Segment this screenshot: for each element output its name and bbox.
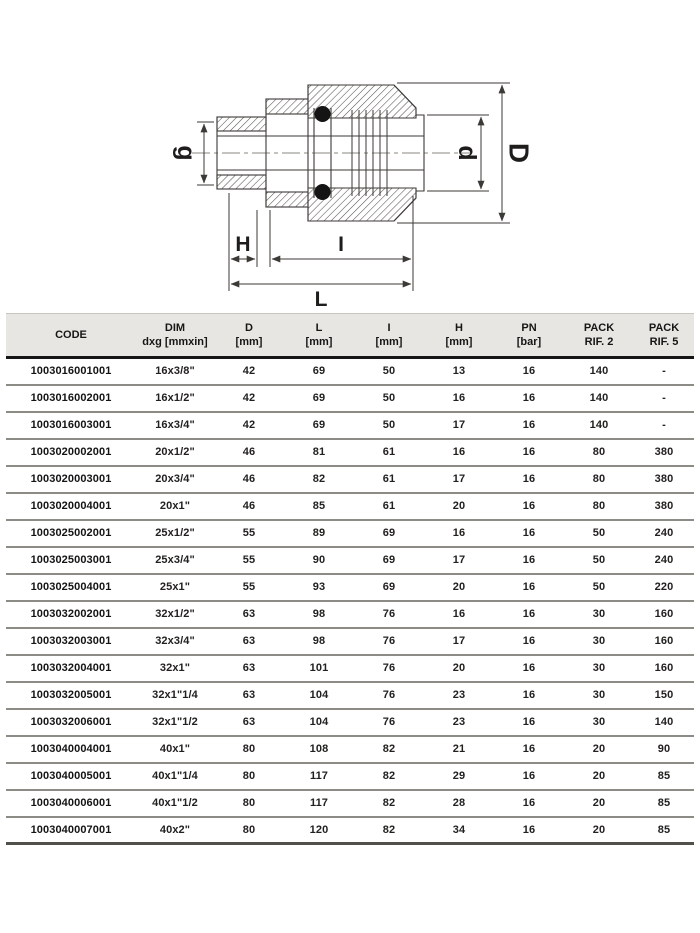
- cell-h-mm: 29: [424, 763, 494, 790]
- cell-pack5: 140: [634, 709, 694, 736]
- cell-pack5: 160: [634, 601, 694, 628]
- cell-l-mm: 117: [284, 763, 354, 790]
- technical-drawing: [0, 0, 700, 310]
- cell-dim: 40x2": [136, 817, 214, 844]
- cell-h-mm: 13: [424, 358, 494, 385]
- cell-d-mm: 42: [214, 412, 284, 439]
- cell-pack5: 85: [634, 763, 694, 790]
- cell-l-mm: 90: [284, 547, 354, 574]
- cell-i-mm: 82: [354, 790, 424, 817]
- cell-code: 1003040005001: [6, 763, 136, 790]
- fitting-drawing: [0, 0, 700, 310]
- cell-h-mm: 17: [424, 466, 494, 493]
- cell-code: 1003025002001: [6, 520, 136, 547]
- column-header-h-mm: H [mm]: [424, 314, 494, 358]
- cell-l-mm: 98: [284, 628, 354, 655]
- cell-d-mm: 46: [214, 466, 284, 493]
- cell-pack2: 30: [564, 628, 634, 655]
- column-header-pack5: PACK RIF. 5: [634, 314, 694, 358]
- cell-dim: 16x3/4": [136, 412, 214, 439]
- cell-pack2: 20: [564, 790, 634, 817]
- cell-code: 1003020002001: [6, 439, 136, 466]
- cell-pack2: 20: [564, 736, 634, 763]
- cell-pack2: 80: [564, 439, 634, 466]
- cell-code: 1003016001001: [6, 358, 136, 385]
- column-header-code: CODE: [6, 314, 136, 358]
- cell-pn: 16: [494, 601, 564, 628]
- table-row: [6, 763, 694, 790]
- table-row: [6, 547, 694, 574]
- cell-d-mm: 55: [214, 520, 284, 547]
- table-header-row: [6, 314, 694, 358]
- table-row: [6, 790, 694, 817]
- cell-d-mm: 63: [214, 709, 284, 736]
- table-row: [6, 817, 694, 844]
- cell-h-mm: 16: [424, 385, 494, 412]
- cell-code: 1003025003001: [6, 547, 136, 574]
- cell-dim: 32x1": [136, 655, 214, 682]
- cell-h-mm: 20: [424, 574, 494, 601]
- cell-pn: 16: [494, 763, 564, 790]
- cell-code: 1003032006001: [6, 709, 136, 736]
- column-header-l-mm: L [mm]: [284, 314, 354, 358]
- cell-d-mm: 55: [214, 547, 284, 574]
- cell-h-mm: 20: [424, 655, 494, 682]
- cell-d-mm: 63: [214, 682, 284, 709]
- cell-d-mm: 80: [214, 763, 284, 790]
- cell-pack2: 80: [564, 493, 634, 520]
- table-row: [6, 709, 694, 736]
- cell-pack5: 380: [634, 466, 694, 493]
- table-row: [6, 655, 694, 682]
- o-ring-top: [315, 106, 331, 122]
- cell-code: 1003025004001: [6, 574, 136, 601]
- cell-i-mm: 82: [354, 763, 424, 790]
- cell-code: 1003032003001: [6, 628, 136, 655]
- cell-dim: 20x1": [136, 493, 214, 520]
- cell-code: 1003040006001: [6, 790, 136, 817]
- cell-pn: 16: [494, 466, 564, 493]
- table-row: [6, 628, 694, 655]
- cell-l-mm: 82: [284, 466, 354, 493]
- cell-dim: 16x1/2": [136, 385, 214, 412]
- cell-pack2: 30: [564, 655, 634, 682]
- cell-l-mm: 69: [284, 412, 354, 439]
- table-body: [6, 358, 694, 844]
- dim-label-d: d: [453, 145, 481, 161]
- cell-pack2: 20: [564, 817, 634, 844]
- cell-pack5: 240: [634, 547, 694, 574]
- table-row: [6, 385, 694, 412]
- cell-d-mm: 80: [214, 736, 284, 763]
- cell-pn: 16: [494, 682, 564, 709]
- cell-code: 1003020003001: [6, 466, 136, 493]
- cell-dim: 25x1/2": [136, 520, 214, 547]
- cell-h-mm: 17: [424, 628, 494, 655]
- cell-pn: 16: [494, 493, 564, 520]
- cell-pack2: 140: [564, 358, 634, 385]
- cell-pn: 16: [494, 520, 564, 547]
- table-row: [6, 682, 694, 709]
- cell-pack2: 30: [564, 601, 634, 628]
- cell-pn: 16: [494, 385, 564, 412]
- cell-code: 1003032002001: [6, 601, 136, 628]
- cell-i-mm: 50: [354, 412, 424, 439]
- cell-l-mm: 69: [284, 385, 354, 412]
- cell-pack2: 30: [564, 682, 634, 709]
- cell-h-mm: 23: [424, 709, 494, 736]
- cell-h-mm: 16: [424, 601, 494, 628]
- cell-h-mm: 17: [424, 547, 494, 574]
- collar-hatch-bottom: [266, 192, 308, 207]
- cell-i-mm: 50: [354, 385, 424, 412]
- cell-pn: 16: [494, 412, 564, 439]
- cell-i-mm: 69: [354, 520, 424, 547]
- cell-d-mm: 46: [214, 439, 284, 466]
- column-header-dim: DIM dxg [mmxin]: [136, 314, 214, 358]
- cell-pn: 16: [494, 655, 564, 682]
- cell-i-mm: 82: [354, 736, 424, 763]
- cell-pack5: -: [634, 358, 694, 385]
- cell-dim: 32x1"1/4: [136, 682, 214, 709]
- cell-pack2: 140: [564, 412, 634, 439]
- cell-pn: 16: [494, 817, 564, 844]
- product-table: [6, 313, 694, 845]
- cell-l-mm: 101: [284, 655, 354, 682]
- cell-dim: 25x1": [136, 574, 214, 601]
- cell-pack5: 85: [634, 817, 694, 844]
- cell-dim: 32x1/2": [136, 601, 214, 628]
- cell-i-mm: 61: [354, 466, 424, 493]
- dimensions-table: [6, 313, 694, 845]
- cell-pack2: 20: [564, 763, 634, 790]
- cell-code: 1003016002001: [6, 385, 136, 412]
- cell-code: 1003040007001: [6, 817, 136, 844]
- cell-pack2: 50: [564, 520, 634, 547]
- cell-dim: 40x1": [136, 736, 214, 763]
- cell-dim: 25x3/4": [136, 547, 214, 574]
- cell-code: 1003020004001: [6, 493, 136, 520]
- column-header-pack2: PACK RIF. 2: [564, 314, 634, 358]
- cell-l-mm: 104: [284, 709, 354, 736]
- cell-l-mm: 108: [284, 736, 354, 763]
- table-row: [6, 520, 694, 547]
- table-row: [6, 358, 694, 385]
- cell-pn: 16: [494, 439, 564, 466]
- table-row: [6, 736, 694, 763]
- cell-d-mm: 80: [214, 817, 284, 844]
- dim-label-I: I: [338, 233, 344, 256]
- cell-d-mm: 42: [214, 385, 284, 412]
- cell-dim: 40x1"1/2: [136, 790, 214, 817]
- cell-dim: 20x3/4": [136, 466, 214, 493]
- cell-code: 1003032004001: [6, 655, 136, 682]
- cell-i-mm: 50: [354, 358, 424, 385]
- table-row: [6, 466, 694, 493]
- cell-pn: 16: [494, 736, 564, 763]
- cell-dim: 20x1/2": [136, 439, 214, 466]
- cell-code: 1003016003001: [6, 412, 136, 439]
- thread-hatch-bottom: [217, 175, 266, 189]
- cell-pack5: 380: [634, 439, 694, 466]
- cell-pn: 16: [494, 790, 564, 817]
- cell-i-mm: 76: [354, 682, 424, 709]
- column-header-i-mm: I [mm]: [354, 314, 424, 358]
- thread-hatch-top: [217, 117, 266, 131]
- cell-h-mm: 16: [424, 439, 494, 466]
- cell-code: 1003040004001: [6, 736, 136, 763]
- cell-d-mm: 63: [214, 655, 284, 682]
- cell-h-mm: 21: [424, 736, 494, 763]
- cell-pack5: 160: [634, 628, 694, 655]
- cell-pack2: 50: [564, 547, 634, 574]
- cell-i-mm: 61: [354, 493, 424, 520]
- cell-i-mm: 76: [354, 601, 424, 628]
- cell-pack5: -: [634, 412, 694, 439]
- cell-pn: 16: [494, 709, 564, 736]
- cell-dim: 32x3/4": [136, 628, 214, 655]
- table-row: [6, 493, 694, 520]
- cell-d-mm: 80: [214, 790, 284, 817]
- cell-i-mm: 61: [354, 439, 424, 466]
- cell-l-mm: 117: [284, 790, 354, 817]
- cell-l-mm: 69: [284, 358, 354, 385]
- cell-i-mm: 69: [354, 574, 424, 601]
- dim-label-L: L: [314, 288, 328, 310]
- cell-dim: 32x1"1/2: [136, 709, 214, 736]
- cell-h-mm: 34: [424, 817, 494, 844]
- cell-pack2: 30: [564, 709, 634, 736]
- cell-pack5: -: [634, 385, 694, 412]
- cell-i-mm: 76: [354, 628, 424, 655]
- cell-pack2: 80: [564, 466, 634, 493]
- cell-h-mm: 20: [424, 493, 494, 520]
- cell-h-mm: 28: [424, 790, 494, 817]
- cell-l-mm: 93: [284, 574, 354, 601]
- cell-l-mm: 98: [284, 601, 354, 628]
- cell-h-mm: 16: [424, 520, 494, 547]
- cell-pn: 16: [494, 547, 564, 574]
- collar-hatch-top: [266, 99, 308, 114]
- cell-d-mm: 46: [214, 493, 284, 520]
- cell-i-mm: 69: [354, 547, 424, 574]
- cell-l-mm: 120: [284, 817, 354, 844]
- cell-pack5: 240: [634, 520, 694, 547]
- table-header: [6, 314, 694, 358]
- cell-d-mm: 63: [214, 601, 284, 628]
- dim-label-H: H: [235, 233, 251, 256]
- cell-pack5: 150: [634, 682, 694, 709]
- cell-h-mm: 23: [424, 682, 494, 709]
- cell-d-mm: 63: [214, 628, 284, 655]
- cell-pack2: 140: [564, 385, 634, 412]
- table-row: [6, 574, 694, 601]
- cell-i-mm: 76: [354, 655, 424, 682]
- cell-l-mm: 89: [284, 520, 354, 547]
- cell-i-mm: 82: [354, 817, 424, 844]
- cell-pn: 16: [494, 358, 564, 385]
- column-header-pn: PN [bar]: [494, 314, 564, 358]
- cell-pn: 16: [494, 628, 564, 655]
- o-ring-bottom: [315, 184, 331, 200]
- cell-d-mm: 55: [214, 574, 284, 601]
- table-row: [6, 412, 694, 439]
- cell-h-mm: 17: [424, 412, 494, 439]
- cell-pack5: 220: [634, 574, 694, 601]
- table-row: [6, 601, 694, 628]
- dimension-labels: [172, 143, 535, 310]
- cell-d-mm: 42: [214, 358, 284, 385]
- cell-pack5: 90: [634, 736, 694, 763]
- cell-i-mm: 76: [354, 709, 424, 736]
- dim-label-D: D: [503, 142, 535, 164]
- cell-pack5: 380: [634, 493, 694, 520]
- column-header-d-mm: D [mm]: [214, 314, 284, 358]
- cell-pn: 16: [494, 574, 564, 601]
- cell-dim: 16x3/8": [136, 358, 214, 385]
- cell-pack5: 160: [634, 655, 694, 682]
- dim-label-g: g: [172, 145, 200, 161]
- cell-l-mm: 81: [284, 439, 354, 466]
- cell-dim: 40x1"1/4: [136, 763, 214, 790]
- cell-pack2: 50: [564, 574, 634, 601]
- cell-code: 1003032005001: [6, 682, 136, 709]
- table-row: [6, 439, 694, 466]
- cell-pack5: 85: [634, 790, 694, 817]
- cell-l-mm: 85: [284, 493, 354, 520]
- cell-l-mm: 104: [284, 682, 354, 709]
